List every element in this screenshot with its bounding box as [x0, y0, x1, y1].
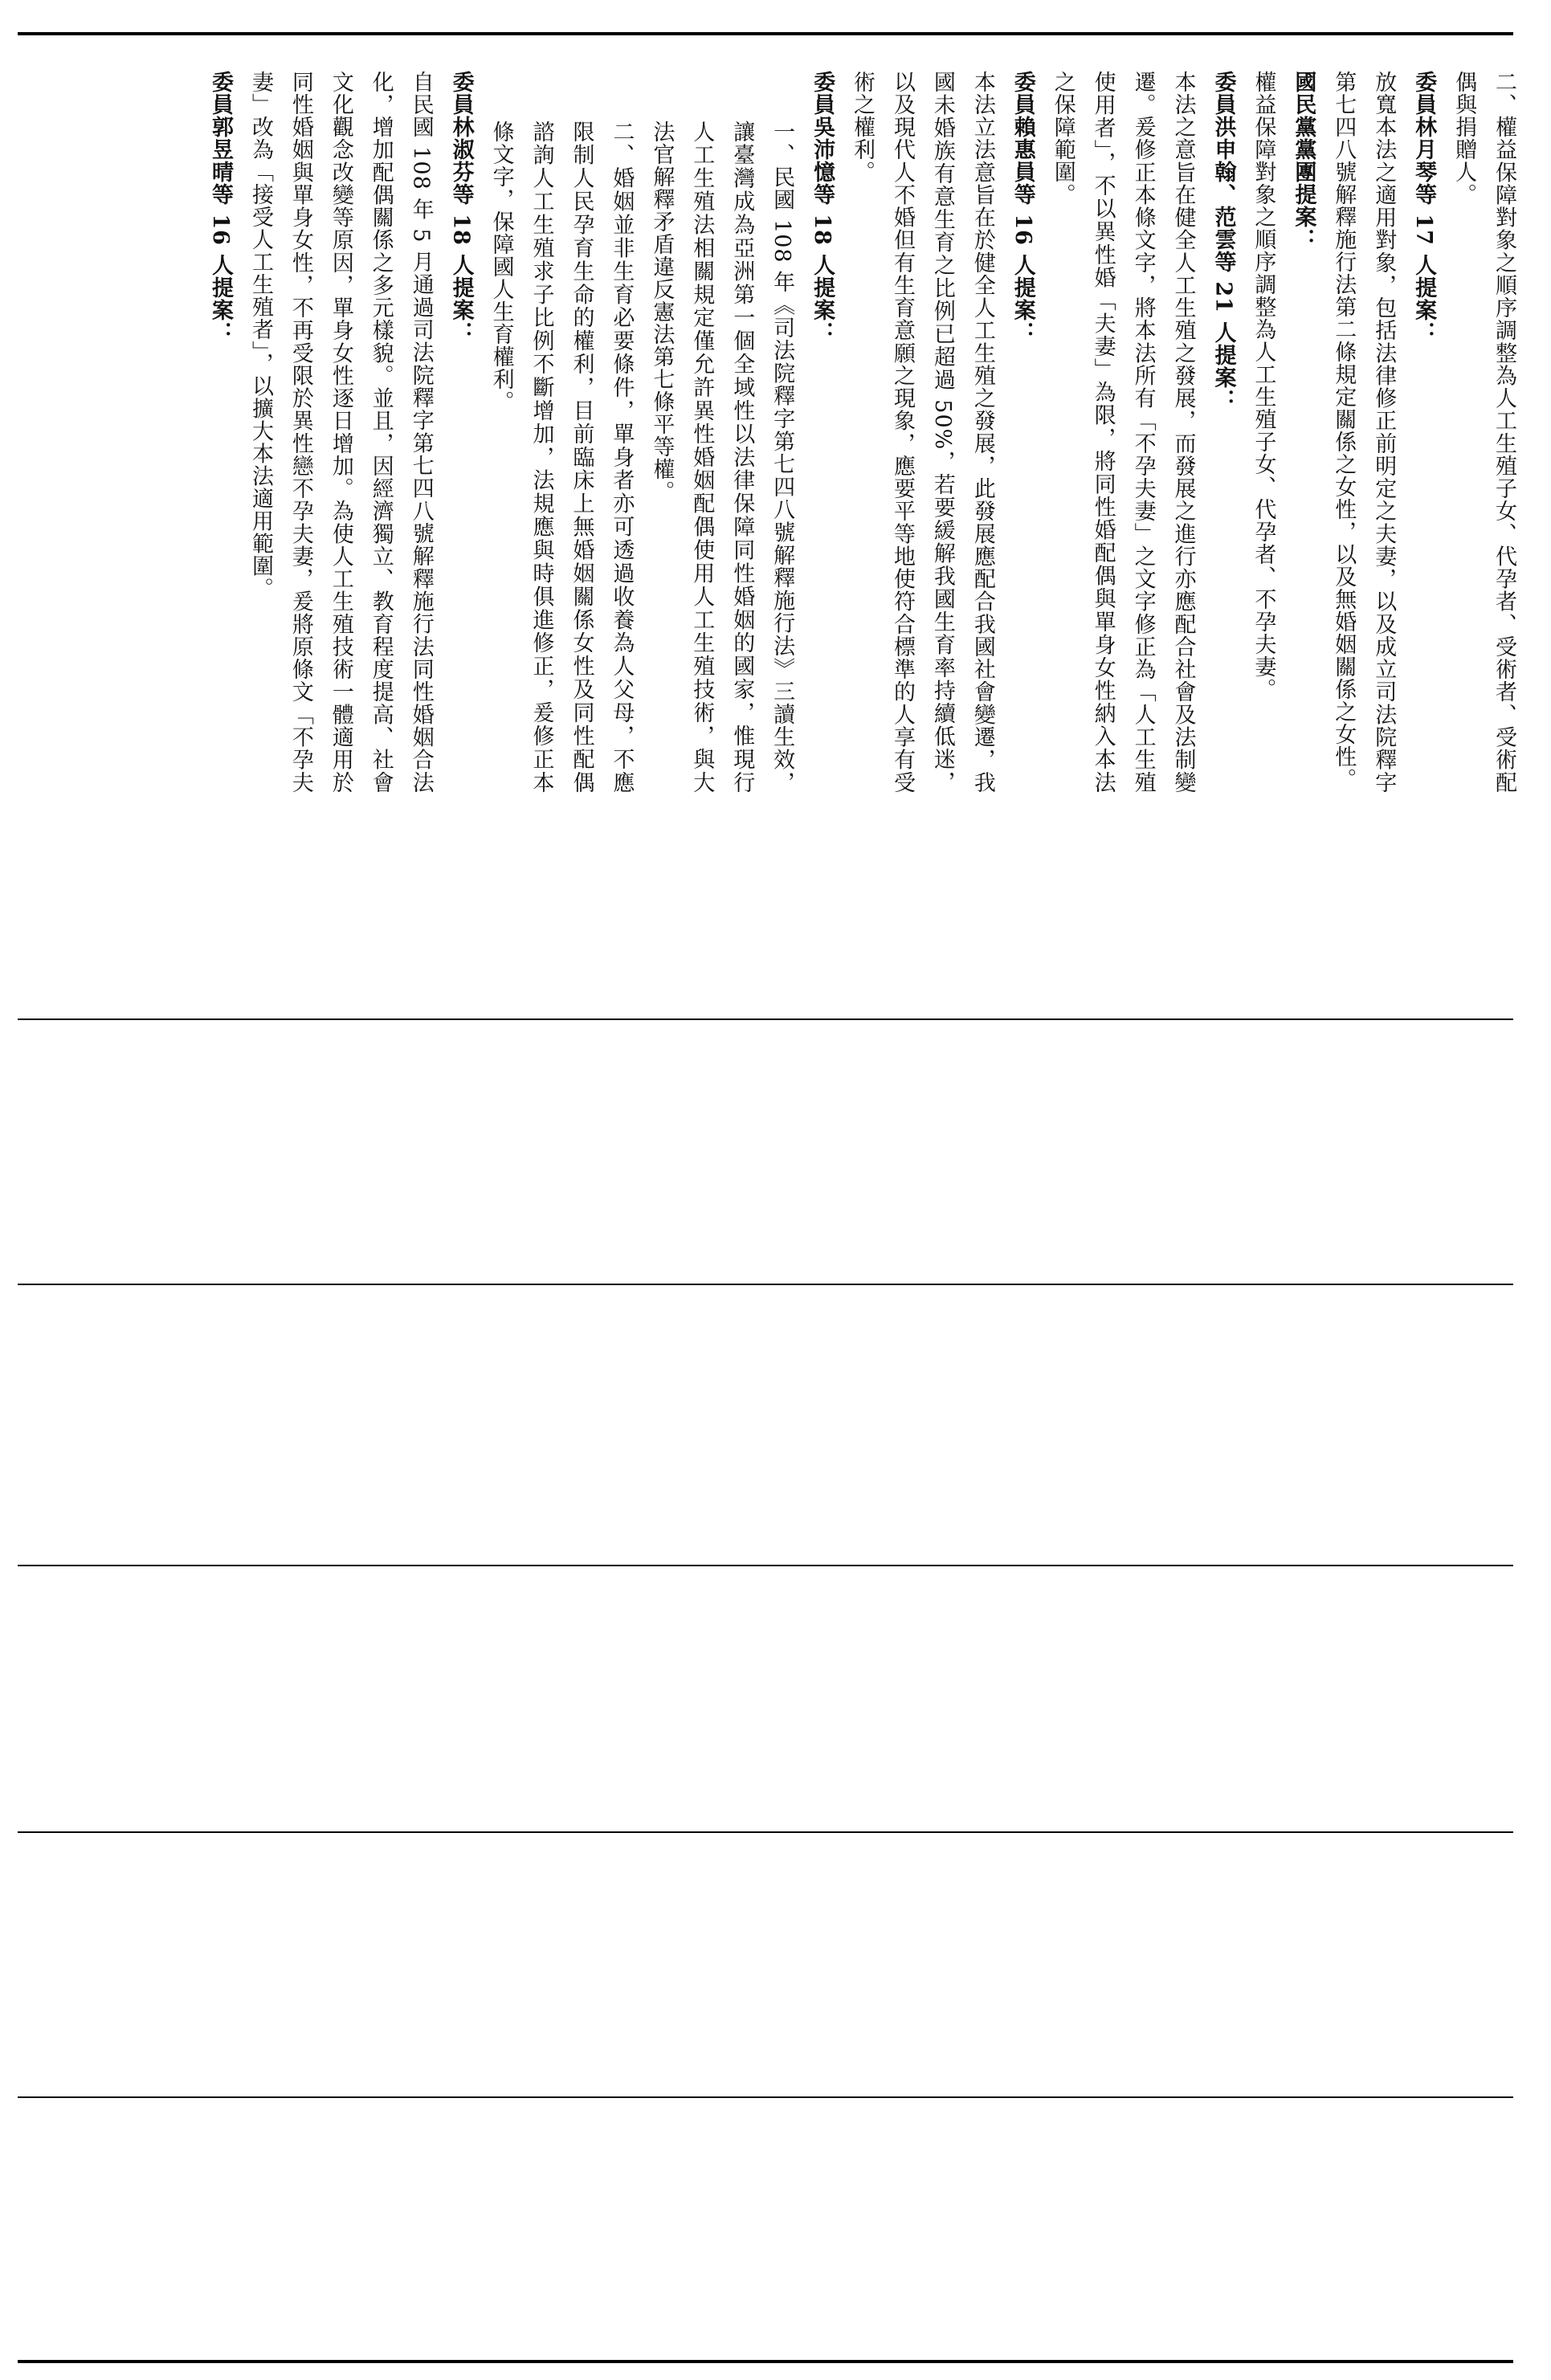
- proposal-heading: 委員郭昱晴等 16 人提案：: [208, 71, 233, 345]
- proposal-heading: 委員吳沛憶等 18 人提案：: [810, 71, 835, 345]
- proposal-heading: 委員林月琴等 17 人提案：: [1411, 71, 1437, 345]
- empty-cell: [18, 1566, 1513, 1831]
- empty-cell: [18, 1020, 1513, 1284]
- proposal-text: 本法之意旨在健全人工生殖之發展，而發展之進行亦應配合社會及法制變遷。爰修正本條文字，將本法所有「不孕夫妻」之文字修正為「人工生殖使用者」，不以異性婚「夫妻」為限，將同性婚配偶與單身女性納入本法之保障範圍。: [1050, 71, 1196, 794]
- proposal-text: 放寬本法之適用對象，包括法律修正前明定之夫妻，以及成立司法院釋字第七四八號解釋施行法第二條規定關係之女性，以及無婚姻關係之女性。: [1331, 71, 1397, 794]
- empty-cell: [18, 2098, 1513, 2360]
- proposal-text: 自民國 108 年 5 月通過司法院釋字第七四八號解釋施行法同性婚姻合法化，增加配偶關係之多元樣貌。並且，因經濟獨立、教育程度提高、社會文化觀念改變等原因，單身女性逐日增加。為使人工生殖技術一體適用於同性婚姻與單身女性，不再受限於異性戀不孕夫妻，爰將原條文「不孕夫妻」改為「接受人工生殖者」，以擴大本法適用範圍。: [247, 71, 434, 794]
- empty-cell: [18, 1833, 1513, 2096]
- table-bottom-rule: [18, 2360, 1513, 2363]
- proposal-text: 本法立法意旨在於健全人工生殖之發展，此發展應配合我國社會變遷，我國未婚族有意生育之比例已超過 50%，若要緩解我國生育率持續低迷，以及現代人不婚但有生育意願之現象，應要平等地使符合標準的人享有受術之權利。: [850, 71, 995, 794]
- explanation-cell: [18, 35, 1516, 1015]
- proposal-heading: 委員賴惠員等 16 人提案：: [1010, 71, 1035, 345]
- explanation-text: [82, 71, 1524, 794]
- proposal-text: 二、婚姻並非生育必要條件，單身者亦可透過收養為人父母，不應限制人民孕育生命的權利，目前臨床上無婚姻關係女性及同性配偶諮詢人工生殖求子比例不斷增加，法規應與時俱進修正，爰修正本條文字，保障國人生育權利。: [488, 120, 635, 794]
- proposal-heading: 委員洪申翰、范雲等 21 人提案：: [1210, 71, 1236, 412]
- empty-cell: [18, 1285, 1513, 1565]
- proposal-text: 二、權益保障對象之順序調整為人工生殖子女、代孕者、受術者、受術配偶與捐贈人。: [1451, 71, 1516, 794]
- proposal-text: 權益保障對象之順序調整為人工生殖子女、代孕者、不孕夫妻。: [1251, 71, 1276, 700]
- proposal-heading: 國民黨黨團提案：: [1291, 71, 1316, 251]
- proposal-text: 一、民國 108 年《司法院釋字第七四八號解釋施行法》三讀生效，讓臺灣成為亞洲第一個全域性以法律保障同性婚姻的國家，惟現行人工生殖法相關規定僅允許異性婚姻配偶使用人工生殖技術，與大法官解釋矛盾違反憲法第七條平等權。: [649, 120, 795, 794]
- proposal-heading: 委員林淑芬等 18 人提案：: [448, 71, 474, 345]
